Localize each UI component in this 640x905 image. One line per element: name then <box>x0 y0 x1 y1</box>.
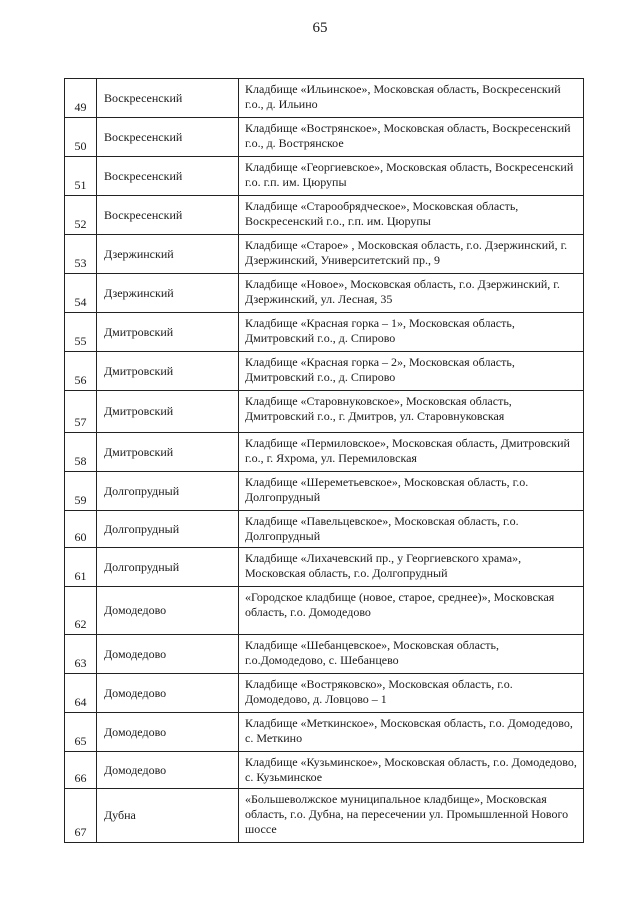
district-cell: Домодедово <box>97 674 239 713</box>
row-number-cell: 49 <box>65 79 97 118</box>
row-number-cell: 59 <box>65 472 97 511</box>
cemetery-description-cell: Кладбище «Павельцевское», Московская область, г.о. Долгопрудный <box>239 511 584 548</box>
table-row <box>65 674 584 713</box>
district-cell: Дмитровский <box>97 313 239 352</box>
table-row <box>65 196 584 235</box>
table-row <box>65 118 584 157</box>
cemetery-description-cell: Кладбище «Георгиевское», Московская область, Воскресенский г.о. г.п. им. Цюрупы <box>239 157 584 196</box>
table-row <box>65 713 584 752</box>
table-row <box>65 157 584 196</box>
cemetery-description-cell: Кладбище «Кузьминское», Московская область, г.о. Домодедово, с. Кузьминское <box>239 752 584 789</box>
page-number: 65 <box>312 20 328 36</box>
table-row <box>65 472 584 511</box>
cemetery-description-cell: Кладбище «Красная горка – 1», Московская область, Дмитровский г.о., д. Спирово <box>239 313 584 352</box>
row-number-cell: 50 <box>65 118 97 157</box>
row-number-cell: 67 <box>65 789 97 843</box>
row-number-cell: 52 <box>65 196 97 235</box>
cemetery-description-cell: Кладбище «Востряковско», Московская область, г.о. Домодедово, д. Ловцово – 1 <box>239 674 584 713</box>
cemetery-description-cell: Кладбище «Шебанцевское», Московская область, г.о.Домодедово, с. Шебанцево <box>239 635 584 674</box>
table-row <box>65 511 584 548</box>
cemetery-registry-table <box>64 78 584 843</box>
table-row <box>65 433 584 472</box>
cemetery-description-cell: Кладбище «Старое» , Московская область, г.о. Дзержинский, г. Дзержинский, Университетский пр., 9 <box>239 235 584 274</box>
row-number-cell: 63 <box>65 635 97 674</box>
cemetery-description-cell: «Большеволжское муниципальное кладбище», Московская область, г.о. Дубна, на пересечении ул. Промышленной Нового шоссе <box>239 789 584 843</box>
table-row <box>65 752 584 789</box>
table-row <box>65 789 584 843</box>
cemetery-description-cell: Кладбище «Ильинское», Московская область, Воскресенский г.о., д. Ильино <box>239 79 584 118</box>
district-cell: Домодедово <box>97 752 239 789</box>
district-cell: Долгопрудный <box>97 548 239 587</box>
table-row <box>65 274 584 313</box>
table-row <box>65 587 584 635</box>
district-cell: Воскресенский <box>97 118 239 157</box>
row-number-cell: 61 <box>65 548 97 587</box>
district-cell: Дубна <box>97 789 239 843</box>
row-number-cell: 62 <box>65 587 97 635</box>
cemetery-description-cell: Кладбище «Новое», Московская область, г.о. Дзержинский, г. Дзержинский, ул. Лесная, 35 <box>239 274 584 313</box>
cemetery-description-cell: Кладбище «Старовнуковское», Московская область, Дмитровский г.о., г. Дмитров, ул. Старовнуковская <box>239 391 584 433</box>
table-row <box>65 548 584 587</box>
district-cell: Домодедово <box>97 635 239 674</box>
registry-table-body <box>65 79 584 843</box>
cemetery-description-cell: Кладбище «Старообрядческое», Московская область, Воскресенский г.о., г.п. им. Цюрупы <box>239 196 584 235</box>
cemetery-description-cell: Кладбище «Красная горка – 2», Московская область, Дмитровский г.о., д. Спирово <box>239 352 584 391</box>
district-cell: Дзержинский <box>97 235 239 274</box>
row-number-cell: 53 <box>65 235 97 274</box>
row-number-cell: 64 <box>65 674 97 713</box>
table-row <box>65 313 584 352</box>
district-cell: Дмитровский <box>97 391 239 433</box>
cemetery-description-cell: Кладбище «Лихачевский пр., у Георгиевского храма», Московская область, г.о. Долгопрудный <box>239 548 584 587</box>
row-number-cell: 55 <box>65 313 97 352</box>
row-number-cell: 57 <box>65 391 97 433</box>
cemetery-description-cell: Кладбище «Пермиловское», Московская область, Дмитровский г.о., г. Яхрома, ул. Перемиловская <box>239 433 584 472</box>
district-cell: Дмитровский <box>97 352 239 391</box>
table-row <box>65 79 584 118</box>
row-number-cell: 56 <box>65 352 97 391</box>
cemetery-description-cell: Кладбище «Шереметьевское», Московская область, г.о. Долгопрудный <box>239 472 584 511</box>
row-number-cell: 60 <box>65 511 97 548</box>
cemetery-description-cell: «Городское кладбище (новое, старое, среднее)», Московская область, г.о. Домодедово <box>239 587 584 635</box>
cemetery-description-cell: Кладбище «Меткинское», Московская область, г.о. Домодедово, с. Меткино <box>239 713 584 752</box>
district-cell: Дзержинский <box>97 274 239 313</box>
row-number-cell: 58 <box>65 433 97 472</box>
table-row <box>65 635 584 674</box>
district-cell: Домодедово <box>97 713 239 752</box>
row-number-cell: 65 <box>65 713 97 752</box>
district-cell: Воскресенский <box>97 79 239 118</box>
district-cell: Воскресенский <box>97 196 239 235</box>
cemetery-description-cell: Кладбище «Вострянское», Московская область, Воскресенский г.о., д. Вострянское <box>239 118 584 157</box>
row-number-cell: 51 <box>65 157 97 196</box>
district-cell: Долгопрудный <box>97 472 239 511</box>
district-cell: Дмитровский <box>97 433 239 472</box>
table-row <box>65 235 584 274</box>
table-row <box>65 352 584 391</box>
district-cell: Долгопрудный <box>97 511 239 548</box>
district-cell: Воскресенский <box>97 157 239 196</box>
row-number-cell: 54 <box>65 274 97 313</box>
table-row <box>65 391 584 433</box>
district-cell: Домодедово <box>97 587 239 635</box>
row-number-cell: 66 <box>65 752 97 789</box>
